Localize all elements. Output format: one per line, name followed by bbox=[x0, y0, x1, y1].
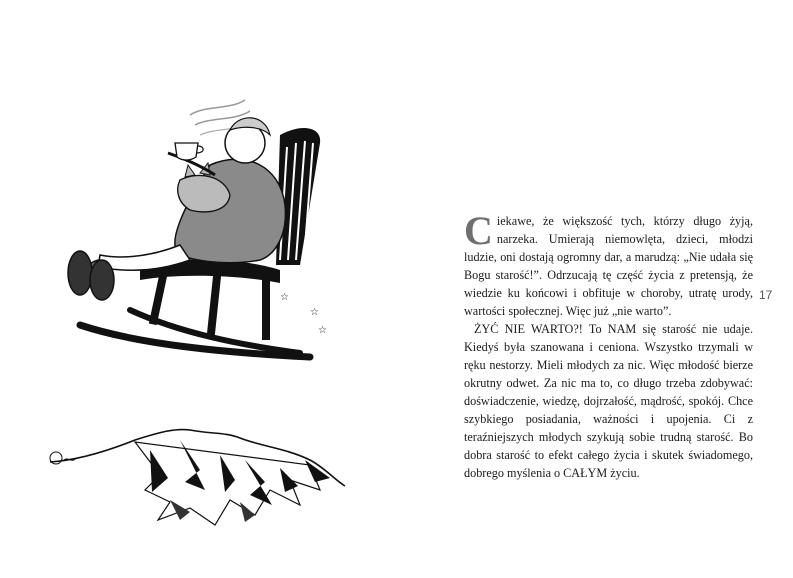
paragraph-1 bbox=[464, 208, 753, 320]
paragraph-2: ŻYĆ NIE WARTO?! To NAM się starość nie udaje. Kiedyś była szanowana i ceniona. Wszystko trzymali w ręku nestorzy. Mieli młodych za nic. Więc młodość bierze okrutny odwet. Za nic ma to, co długo trzeba zdobywać: doświadczenie, wiedzę, dojrzałość, mądrość, spokój. Chce szybkiego posiadania, ważności i upojenia. Ci z teraźniejszych młodych szykują sobie trudną starość. Bo dobra starość to efekt całego życia i skutek świadomego, dobrego myślenia o CAŁYM życiu. bbox=[464, 322, 753, 480]
svg-text:☆: ☆ bbox=[280, 292, 289, 303]
svg-text:☆: ☆ bbox=[310, 307, 319, 318]
svg-text:☆: ☆ bbox=[318, 325, 327, 336]
rocking-chair-illustration bbox=[40, 95, 340, 370]
mountain-illustration bbox=[40, 420, 350, 530]
body-text bbox=[464, 208, 753, 482]
dropcap: C bbox=[464, 208, 493, 253]
paragraph-1-text: iekawe, że większość tych, którzy długo żyją, narzeka. Umierają niemowlęta, dzieci, młodzi ludzie, oni dostają ogromny dar, a marudzą: „Nie udała się Bogu starość!”. Odrzucają tę część życia z pretensją, że wiedzie ku końcowi i obfituje w choroby, utratę urody, wartości społecznej. Więc już „nie warto”. bbox=[464, 214, 753, 318]
page-number: 17 bbox=[759, 288, 773, 302]
